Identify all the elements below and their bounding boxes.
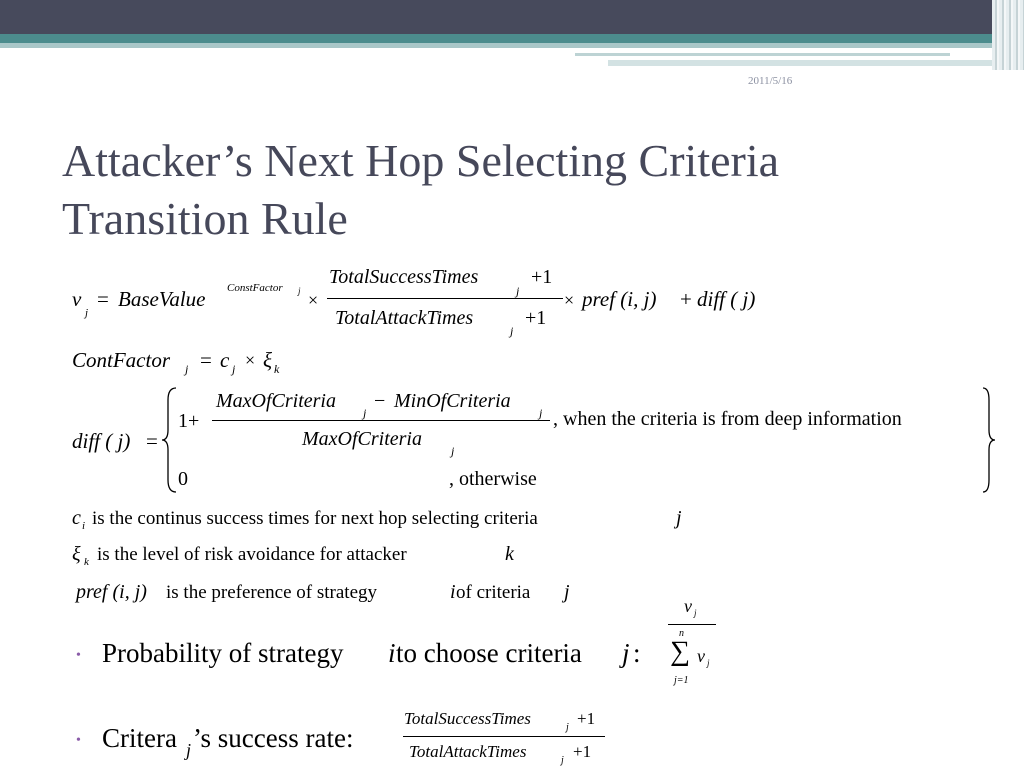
bullet-dot-2: • bbox=[76, 733, 81, 748]
f1-plus: + bbox=[680, 287, 692, 311]
f3-minus: − bbox=[374, 390, 386, 412]
f1-num: TotalSuccessTimes bbox=[329, 266, 479, 288]
header-vertical-stripes bbox=[992, 0, 1024, 70]
bullet1-frac-num: v bbox=[684, 596, 692, 616]
f3-num-a: MaxOfCriteria bbox=[216, 390, 336, 412]
f2-xi: ξ bbox=[263, 348, 272, 372]
header-accent-line-2 bbox=[608, 60, 998, 66]
bullet2-den: TotalAttackTimes bbox=[409, 742, 527, 761]
f1-v-sub: j bbox=[85, 307, 89, 319]
def-c-symbol: c bbox=[72, 507, 81, 529]
f3-case1: , when the criteria is from deep information bbox=[553, 408, 902, 430]
f1-den-plus: +1 bbox=[525, 307, 547, 329]
header-accent-line-1 bbox=[575, 53, 950, 56]
f2-c-sub: j bbox=[232, 362, 236, 376]
f3-zero: 0 bbox=[178, 468, 188, 490]
def-c-text: is the continus success times for next hop selecting criteria bbox=[92, 508, 538, 529]
bullet1-sum-v-sub: j bbox=[707, 658, 710, 668]
f3-den: MaxOfCriteria bbox=[302, 428, 422, 450]
def-xi-symbol: ξ bbox=[72, 543, 81, 565]
bullet2-text2: ’s success rate: bbox=[193, 723, 354, 753]
bullet2-den-sub: j bbox=[561, 755, 564, 766]
f1-num-sub: j bbox=[516, 284, 520, 298]
bullet-dot-1: • bbox=[76, 648, 81, 663]
f1-v: v bbox=[72, 287, 82, 311]
bullet1-sum-bottom: j=1 bbox=[674, 675, 689, 686]
slide-date: 2011/5/16 bbox=[748, 75, 793, 87]
def-pref-var1: i bbox=[450, 581, 456, 603]
def-pref-var2: j bbox=[564, 581, 570, 603]
header-light-band bbox=[0, 43, 1024, 48]
f3-eq: = bbox=[146, 429, 158, 453]
f1-times1: × bbox=[308, 290, 319, 310]
bullet2-sub: j bbox=[186, 740, 192, 760]
f3-num-b: MinOfCriteria bbox=[394, 390, 511, 412]
f3-num-b-sub: j bbox=[539, 406, 543, 420]
f3-case2: , otherwise bbox=[449, 468, 537, 490]
bullet2-fraction-bar bbox=[403, 736, 605, 737]
def-xi-symbol-sub: k bbox=[84, 556, 89, 568]
bullet1-fraction-bar bbox=[668, 624, 716, 625]
bullet1-frac-num-sub: j bbox=[694, 608, 697, 618]
f1-fraction-bar bbox=[327, 298, 563, 299]
bullet2-den-plus: +1 bbox=[573, 742, 592, 761]
slide-title bbox=[62, 132, 779, 248]
f1-den: TotalAttackTimes bbox=[335, 307, 474, 329]
f1-times2: × bbox=[564, 290, 575, 310]
bullet1-colon: : bbox=[633, 638, 641, 668]
f3-num-a-sub: j bbox=[363, 406, 367, 420]
f1-exp: ConstFactor bbox=[227, 282, 283, 294]
f1-eq: = bbox=[97, 287, 109, 311]
f2-eq: = bbox=[200, 348, 212, 372]
bullet1-text1: Probability of strategy bbox=[102, 638, 344, 668]
f1-diff: diff ( j) bbox=[697, 287, 756, 311]
bullet1-sum-symbol: ∑ bbox=[670, 636, 690, 667]
def-pref-symbol: pref (i, j) bbox=[76, 581, 147, 603]
bullet1-text2: to choose criteria bbox=[396, 638, 582, 668]
header-dark-band bbox=[0, 0, 1024, 34]
slide-title-line1: Attacker’s Next Hop Selecting Criteria bbox=[62, 135, 780, 186]
def-c-var: j bbox=[676, 507, 682, 529]
bullet1-var1: i bbox=[388, 638, 396, 668]
f1-den-sub: j bbox=[510, 324, 514, 338]
bullet2-num-sub: j bbox=[566, 722, 569, 733]
f3-one-plus: 1+ bbox=[178, 410, 200, 432]
def-xi-var: k bbox=[505, 543, 514, 565]
bullet1-var2: j bbox=[622, 638, 630, 668]
f2-lhs-sub: j bbox=[185, 362, 189, 376]
bullet1-sum-v: v bbox=[697, 646, 705, 666]
f1-pref: pref (i, j) bbox=[582, 287, 657, 311]
bullet2-text1: Critera bbox=[102, 723, 177, 753]
def-c-symbol-sub: i bbox=[82, 520, 86, 532]
f3-left-brace bbox=[160, 386, 180, 494]
def-pref-text2: of criteria bbox=[456, 582, 531, 603]
f3-lhs: diff ( j) bbox=[72, 429, 131, 453]
def-pref-text1: is the preference of strategy bbox=[166, 582, 378, 603]
f2-xi-sub: k bbox=[274, 362, 280, 376]
f2-c: c bbox=[220, 348, 230, 372]
header-teal-band bbox=[0, 34, 1024, 43]
f3-fraction-bar bbox=[212, 420, 550, 421]
f2-lhs: ContFactor bbox=[72, 348, 170, 372]
f3-right-brace bbox=[981, 386, 997, 494]
f1-exp-sub: j bbox=[298, 286, 301, 296]
bullet1-sum-top: n bbox=[679, 628, 684, 639]
slide-title-line2: Transition Rule bbox=[62, 193, 348, 244]
bullet2-num: TotalSuccessTimes bbox=[404, 709, 531, 728]
bullet2-num-plus: +1 bbox=[577, 709, 596, 728]
f3-den-sub: j bbox=[451, 444, 455, 458]
f2-times: × bbox=[245, 350, 256, 370]
f1-basevalue: BaseValue bbox=[118, 287, 206, 311]
def-xi-text: is the level of risk avoidance for attacker bbox=[97, 544, 407, 565]
f1-num-plus: +1 bbox=[531, 266, 553, 288]
